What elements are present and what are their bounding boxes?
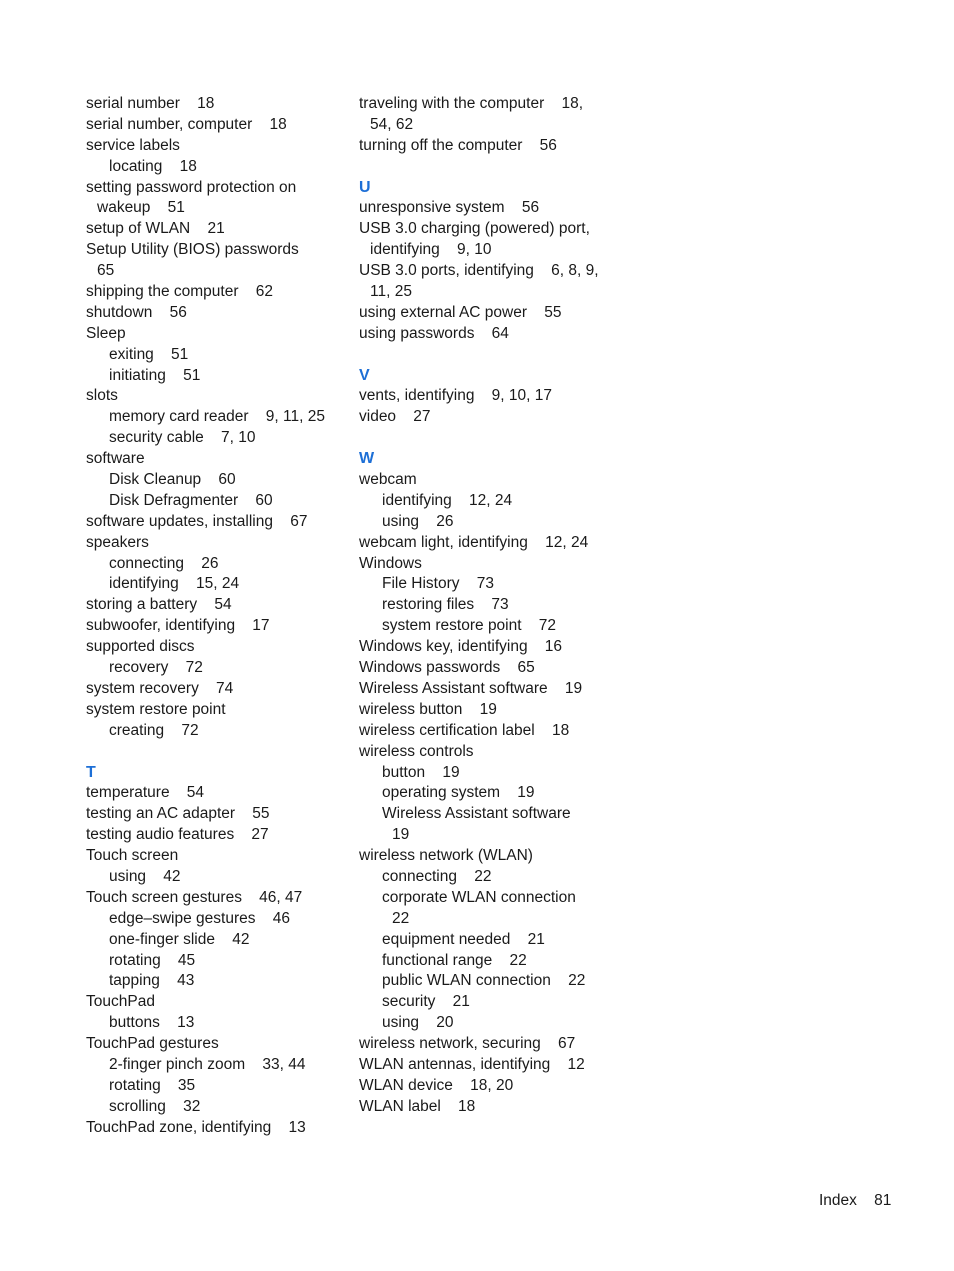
index-subentry: security cable 7, 10 — [109, 429, 256, 447]
index-subentry: security 21 — [382, 993, 470, 1011]
index-subentry: button 19 — [382, 763, 460, 781]
index-entry: shipping the computer 62 — [86, 283, 273, 301]
index-subentry: using 20 — [382, 1014, 454, 1032]
index-entry: Touch screen gestures 46, 47 — [86, 888, 303, 906]
index-entry: vents, identifying 9, 10, 17 — [359, 387, 553, 405]
index-subentry: exiting 51 — [109, 345, 189, 363]
index-entry: supported discs — [86, 638, 195, 656]
index-entry-continuation: identifying 9, 10 — [370, 241, 492, 259]
index-entry: Windows — [359, 554, 422, 572]
section-gap — [359, 428, 621, 449]
index-entry: TouchPad gestures — [86, 1035, 219, 1053]
page-footer — [819, 1191, 891, 1211]
index-entry: using passwords 64 — [359, 324, 509, 342]
index-entry: wireless network (WLAN) — [359, 847, 533, 865]
index-subentry: using 42 — [109, 867, 181, 885]
index-subentry: corporate WLAN connection — [382, 888, 576, 906]
index-entry: serial number 18 — [86, 95, 215, 112]
index-entry: USB 3.0 charging (powered) port, — [359, 220, 590, 238]
index-entry: Setup Utility (BIOS) passwords — [86, 241, 299, 259]
index-entry: slots — [86, 387, 118, 405]
section-gap — [359, 345, 621, 366]
index-entry: Touch screen — [86, 847, 179, 865]
index-entry: Windows passwords 65 — [359, 659, 535, 677]
page-number: 81 — [874, 1192, 892, 1209]
index-entry: webcam — [359, 471, 417, 489]
index-subentry: File History 73 — [382, 575, 494, 593]
index-subentry: rotating 35 — [109, 1076, 196, 1094]
index-entry: wireless controls — [359, 742, 474, 760]
index-entry: Wireless Assistant software 19 — [359, 679, 583, 697]
section-letter-heading: V — [359, 366, 370, 384]
index-subentry: Wireless Assistant software — [382, 805, 571, 823]
index-subentry: edge–swipe gestures 46 — [109, 909, 290, 927]
index-entry-continuation: 19 — [392, 826, 410, 844]
section-letter-heading: U — [359, 178, 371, 196]
index-subentry: Disk Cleanup 60 — [109, 471, 236, 489]
section-gap — [359, 157, 621, 178]
index-entry: WLAN device 18, 20 — [359, 1076, 514, 1094]
index-entry: testing audio features 27 — [86, 826, 269, 844]
index-entry: system restore point — [86, 700, 226, 718]
index-entry-continuation: 65 — [97, 262, 115, 280]
index-entry: webcam light, identifying 12, 24 — [359, 533, 589, 551]
index-entry: system recovery 74 — [86, 679, 234, 697]
index-entry: subwoofer, identifying 17 — [86, 617, 270, 635]
index-subentry: 2-finger pinch zoom 33, 44 — [109, 1055, 306, 1073]
index-column-left — [86, 94, 348, 1139]
index-subentry: operating system 19 — [382, 784, 535, 802]
index-entry: traveling with the computer 18, — [359, 95, 584, 112]
index-entry: USB 3.0 ports, identifying 6, 8, 9, — [359, 262, 599, 280]
index-subentry: rotating 45 — [109, 951, 196, 969]
index-subentry: functional range 22 — [382, 951, 527, 969]
index-entry: wireless button 19 — [359, 700, 497, 718]
index-subentry: connecting 26 — [109, 554, 219, 572]
index-entry: temperature 54 — [86, 784, 205, 802]
index-subentry: creating 72 — [109, 721, 199, 739]
index-entry: using external AC power 55 — [359, 303, 562, 321]
index-entry: video 27 — [359, 408, 431, 426]
index-entry: shutdown 56 — [86, 303, 187, 321]
index-entry: software updates, installing 67 — [86, 512, 308, 530]
index-subentry: initiating 51 — [109, 366, 201, 384]
index-subentry: locating 18 — [109, 157, 197, 175]
index-column-right — [359, 94, 621, 1118]
index-subentry: Disk Defragmenter 60 — [109, 491, 273, 509]
index-subentry: connecting 22 — [382, 867, 492, 885]
index-entry: wireless certification label 18 — [359, 721, 570, 739]
index-entry-continuation: wakeup 51 — [97, 199, 185, 217]
index-entry: software — [86, 450, 145, 468]
index-subentry: buttons 13 — [109, 1014, 195, 1032]
index-entry: setting password protection on — [86, 178, 297, 196]
index-entry: Sleep — [86, 324, 126, 342]
index-subentry: identifying 12, 24 — [382, 491, 513, 509]
index-entry: speakers — [86, 533, 149, 551]
section-letter-heading: W — [359, 450, 375, 468]
index-entry: setup of WLAN 21 — [86, 220, 225, 238]
index-subentry: recovery 72 — [109, 659, 203, 677]
index-entry: service labels — [86, 136, 180, 154]
index-entry-continuation: 11, 25 — [370, 283, 412, 301]
index-entry: wireless network, securing 67 — [359, 1035, 576, 1053]
index-entry: storing a battery 54 — [86, 596, 232, 614]
index-entry-continuation: 22 — [392, 909, 410, 927]
index-subentry: identifying 15, 24 — [109, 575, 240, 593]
index-entry-continuation: 54, 62 — [370, 115, 414, 133]
index-entry: serial number, computer 18 — [86, 115, 287, 133]
index-entry: unresponsive system 56 — [359, 199, 540, 217]
index-subentry: equipment needed 21 — [382, 930, 545, 948]
index-entry: WLAN label 18 — [359, 1097, 476, 1115]
index-subentry: restoring files 73 — [382, 596, 509, 614]
footer-label: Index — [819, 1192, 857, 1209]
section-gap — [86, 742, 348, 763]
index-entry: Windows key, identifying 16 — [359, 638, 563, 656]
index-subentry: scrolling 32 — [109, 1097, 201, 1115]
index-subentry: one-finger slide 42 — [109, 930, 250, 948]
index-entry: TouchPad — [86, 993, 155, 1011]
index-subentry: system restore point 72 — [382, 617, 557, 635]
index-subentry: tapping 43 — [109, 972, 195, 990]
index-subentry: using 26 — [382, 512, 454, 530]
index-subentry: memory card reader 9, 11, 25 — [109, 408, 325, 426]
index-subentry: public WLAN connection 22 — [382, 972, 586, 990]
index-entry: TouchPad zone, identifying 13 — [86, 1118, 306, 1136]
index-entry: WLAN antennas, identifying 12 — [359, 1055, 585, 1073]
index-entry: turning off the computer 56 — [359, 136, 557, 154]
section-letter-heading: T — [86, 763, 96, 781]
index-entry: testing an AC adapter 55 — [86, 805, 270, 823]
